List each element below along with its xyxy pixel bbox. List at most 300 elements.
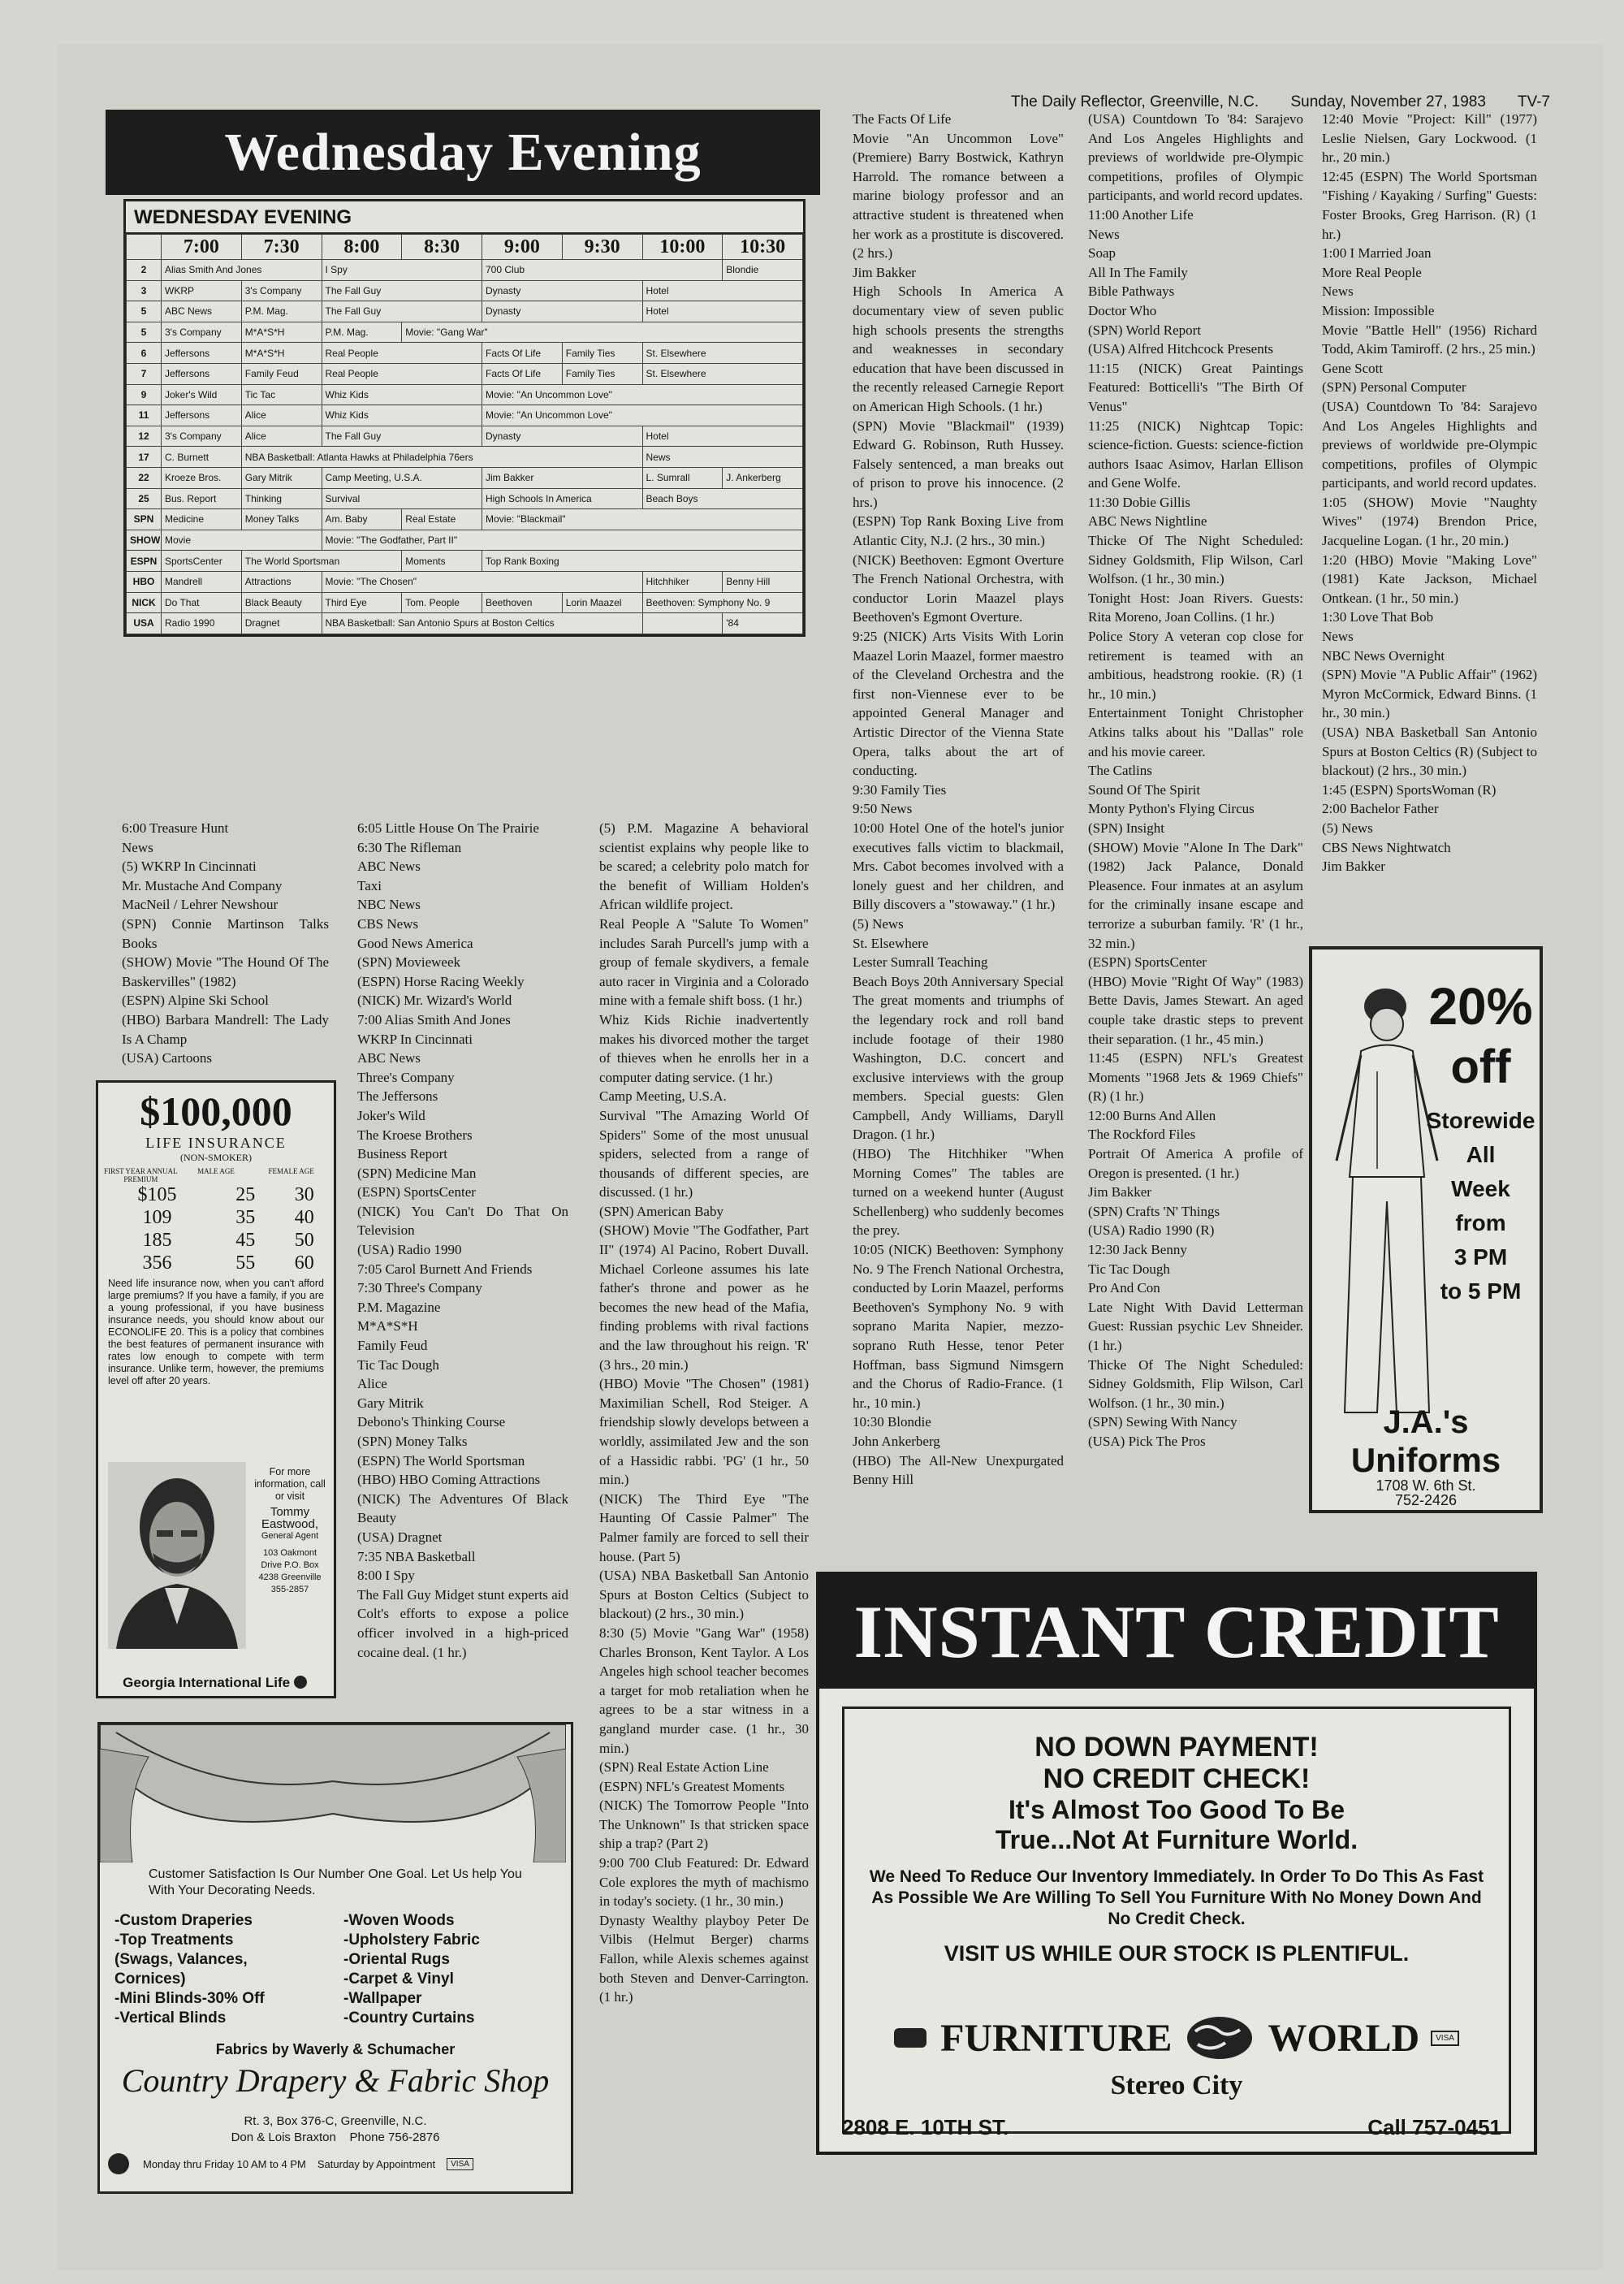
premium-cell: 55 (235, 1252, 256, 1274)
credit-card: VISA (1431, 2031, 1459, 2046)
channel-label: 22 (127, 467, 162, 488)
credit-line-2: NO CREDIT CHECK! (1043, 1763, 1311, 1794)
listing-entry: (NICK) Beethoven: Egmont Overture The French National Orchestra, with conductor Lorin Maazel plays Beethoven's Egmont Overture. (853, 552, 1064, 625)
listing-entry: Thicke Of The Night Scheduled: Sidney Goldsmith, Flip Wilson, Carl Wolfson. (1 hr., 30 min.) (1088, 1356, 1303, 1411)
listing-entry: (HBO) HBO Coming Attractions (357, 1472, 541, 1488)
program-cell: The World Sportsman (241, 551, 402, 572)
time-header: 8:30 (402, 235, 482, 260)
listing-entry: (HBO) Barbara Mandrell: The Lady Is A Champ (122, 1011, 329, 1047)
drapery-card: VISA (447, 2158, 473, 2170)
listing-entry: (SPN) Movieweek (357, 954, 461, 971)
program-cell: Jeffersons (162, 363, 242, 384)
channel-label: 2 (127, 260, 162, 281)
program-cell: The Fall Guy (322, 280, 482, 301)
listings-column-4 (853, 110, 1064, 1490)
program-cell: Tom. People (402, 592, 482, 613)
listing-entry: 11:00 Another Life (1088, 206, 1194, 223)
agent-address: 103 Oakmont Drive P.O. Box 4238 Greenville 355-2857 (258, 1548, 322, 1594)
premium-cell: 25 (235, 1184, 256, 1205)
program-cell: L. Sumrall (642, 467, 723, 488)
listing-entry: MacNeil / Lehrer Newshour (122, 897, 279, 913)
program-cell: Third Eye (322, 592, 402, 613)
program-cell (642, 613, 723, 634)
time-header: 7:30 (241, 235, 322, 260)
channel-label: 3 (127, 280, 162, 301)
instant-credit-ad (816, 1572, 1537, 2155)
program-cell: Dynasty (482, 280, 643, 301)
time-header: 10:00 (642, 235, 723, 260)
grid-row (127, 571, 803, 592)
listing-entry: (USA) Pick The Pros (1088, 1433, 1206, 1449)
program-cell: Hotel (642, 301, 803, 322)
program-cell: Movie: "The Chosen" (322, 571, 642, 592)
channel-label: 5 (127, 322, 162, 343)
listing-entry: 12:00 Burns And Allen (1088, 1107, 1216, 1123)
listing-entry: 6:30 The Rifleman (357, 839, 462, 855)
credit-line-3: It's Almost Too Good To Be (1008, 1795, 1345, 1824)
channel-label: 5 (127, 301, 162, 322)
listing-entry: 9:30 Family Ties (853, 781, 947, 798)
credit-visit: VISIT US WHILE OUR STOCK IS PLENTIFUL. (944, 1941, 1410, 1966)
program-cell: ABC News (162, 301, 242, 322)
listing-entry: WKRP In Cincinnati (357, 1031, 473, 1047)
grid-row (127, 530, 803, 551)
listing-entry: (5) News (1322, 820, 1373, 836)
agent-portrait-icon (108, 1462, 246, 1649)
listing-entry: The Kroese Brothers (357, 1127, 473, 1143)
company-logo-icon (294, 1676, 307, 1689)
drapery-phone: Phone 756-2876 (349, 2130, 440, 2144)
program-cell: J. Ankerberg (723, 467, 803, 488)
program-cell: Family Ties (562, 363, 642, 384)
program-cell: Facts Of Life (482, 363, 563, 384)
program-cell: I Spy (322, 260, 482, 281)
grid-row (127, 280, 803, 301)
listing-entry: 10:05 (NICK) Beethoven: Symphony No. 9 The French National Orchestra, conducted by Lorin Maazel, performs Beethoven's Symphony No. 9 with soprano Marita Napier, mezzo-soprano Ruth Hesse, tenor Peter Hoffman, bass Sigmund Nimsgern and the Chorus of Radio-France. (1 hr., 10 min.) (853, 1242, 1064, 1411)
channel-label: ESPN (127, 551, 162, 572)
listing-entry: (ESPN) SportsCenter (1088, 954, 1207, 971)
channel-label: 6 (127, 343, 162, 364)
program-cell: Am. Baby (322, 509, 402, 530)
listing-entry: (SHOW) Movie "Alone In The Dark" (1982) Jack Palance, Donald Pleasence. Four inmates at an asylum for the criminally insane escape and terrorize a suburban family. 'R' (1 hr., 32 min.) (1088, 839, 1303, 951)
channel-label: 25 (127, 488, 162, 509)
listing-entry: Good News America (357, 935, 473, 951)
program-cell: Money Talks (241, 509, 322, 530)
listing-entry: Dynasty Wealthy playboy Peter De Vilbis (Helmut Berger) charms Fallon, while Alexis schemes against both Steven and Denver-Carrington. (1 hr.) (599, 1912, 809, 2005)
listing-entry: (USA) Dragnet (357, 1529, 443, 1545)
service-item: -Top Treatments (114, 1931, 234, 1949)
listing-entry: 12:40 Movie "Project: Kill" (1977) Leslie Nielsen, Gary Lockwood. (1 hr., 20 min.) (1322, 111, 1537, 166)
time-header: 8:00 (322, 235, 402, 260)
listing-entry: (SPN) Real Estate Action Line (599, 1759, 769, 1776)
listing-entry: 11:45 (ESPN) NFL's Greatest Moments "1968 Jets & 1969 Chiefs" (R) (1 hr.) (1088, 1050, 1303, 1105)
program-cell: 3's Company (162, 322, 242, 343)
program-cell: P.M. Mag. (241, 301, 322, 322)
program-cell: Alice (241, 426, 322, 447)
program-cell: Survival (322, 488, 482, 509)
listing-entry: (SHOW) Movie "The Hound Of The Baskervilles" (1982) (122, 954, 329, 989)
program-cell: Movie: "An Uncommon Love" (482, 384, 803, 405)
uniforms-name-2: Uniforms (1350, 1441, 1501, 1479)
listing-entry: Tic Tac Dough (1088, 1261, 1170, 1277)
grid-row (127, 509, 803, 530)
insurance-body: Need life insurance now, when you can't afford large premiums? If you have a family, if you are a young professional, if you have business insurance needs, you should know about our ECONOLIFE 20. This is a policy that combines the best features of permanent insurance with rates low enough to compete with term insurance. Unlike term, however, the premiums level off after 20 years. (108, 1278, 324, 1386)
listing-entry: The Jeffersons (357, 1088, 438, 1105)
service-item: -Country Curtains (343, 2009, 475, 2027)
discount-details (1426, 1104, 1535, 1309)
service-item: -Vertical Blinds (114, 2009, 227, 2027)
grid-row (127, 488, 803, 509)
listing-entry: More Real People (1322, 264, 1422, 280)
page-number: TV-7 (1517, 93, 1550, 110)
channel-label: USA (127, 613, 162, 634)
program-cell: 700 Club (482, 260, 723, 281)
listing-entry: Thicke Of The Night Scheduled: Sidney Goldsmith, Flip Wilson, Carl Wolfson. (1 hr., 30 min.) (1088, 533, 1303, 587)
program-cell: Dynasty (482, 301, 643, 322)
drapery-owners: Don & Lois Braxton (231, 2130, 336, 2144)
brand-badge-icon (894, 2028, 926, 2048)
listing-entry: Debono's Thinking Course (357, 1414, 506, 1430)
listing-entry: 6:05 Little House On The Prairie (357, 820, 539, 836)
program-cell: Real People (322, 343, 482, 364)
discount-line: to 5 PM (1440, 1278, 1522, 1304)
program-cell: Hitchhiker (642, 571, 723, 592)
listing-entry: Bible Pathways (1088, 283, 1175, 300)
discount-line: 3 PM (1453, 1244, 1508, 1270)
listing-entry: News (1322, 283, 1354, 300)
service-item: (Swags, Valances, (114, 1951, 248, 1968)
program-cell: The Fall Guy (322, 301, 482, 322)
listing-entry: (SPN) Insight (1088, 820, 1164, 836)
program-cell: Benny Hill (723, 571, 803, 592)
channel-label: NICK (127, 592, 162, 613)
drapery-fabrics: Fabrics by Waverly & Schumacher (215, 2041, 456, 2057)
program-cell: Facts Of Life (482, 343, 563, 364)
program-cell: Blondie (723, 260, 803, 281)
listing-entry: M*A*S*H (357, 1318, 418, 1334)
program-cell: Joker's Wild (162, 384, 242, 405)
discount-line: All (1466, 1142, 1496, 1167)
listing-entry: (USA) Countdown To '84: Sarajevo And Los Angeles Highlights and previews of worldwide pre-Olympic competitions, profiles of Olympic participants, and world record updates. (1322, 398, 1537, 491)
listing-entry: News (1088, 226, 1120, 242)
listing-entry: (ESPN) The World Sportsman (357, 1452, 525, 1469)
listing-entry: (5) WKRP In Cincinnati (122, 859, 257, 875)
listing-entry: 11:25 (NICK) Nightcap Topic: science-fiction. Guests: science-fiction authors Isaac Asimov, Harlan Ellison and Gene Wolfe. (1088, 417, 1303, 491)
listing-entry: Lester Sumrall Teaching (853, 954, 988, 971)
listing-entry: 8:30 (5) Movie "Gang War" (1958) Charles Bronson, Kent Taylor. A Los Angeles high school teacher becomes a target for mob retaliation when he agrees to be a star witness in a gangland murder case. (1 hr., 30 min.) (599, 1624, 809, 1756)
listing-entry: (SPN) Personal Computer (1322, 379, 1466, 396)
schedule-grid (123, 199, 806, 637)
service-item: -Custom Draperies (114, 1912, 253, 1929)
listing-entry: 7:05 Carol Burnett And Friends (357, 1261, 533, 1277)
listing-entry: NBC News Overnight (1322, 647, 1445, 664)
discount-line: Storewide (1426, 1108, 1535, 1133)
channel-label: SHOW (127, 530, 162, 551)
grid-row (127, 551, 803, 572)
col-head-premium: FIRST YEAR ANNUAL PREMIUM (104, 1167, 178, 1183)
drapery-address: Rt. 3, Box 376-C, Greenville, N.C. (244, 2114, 427, 2128)
drapery-ad (97, 1722, 573, 2194)
listing-entry: CBS News (357, 915, 419, 932)
listing-entry: 11:30 Dobie Gillis (1088, 494, 1190, 510)
program-cell: Real People (322, 363, 482, 384)
uniforms-phone: 752-2426 (1394, 1492, 1458, 1508)
listings-column-6 (1322, 110, 1537, 876)
credit-body: We Need To Reduce Our Inventory Immediately. In Order To Do This As Fast As Possible We Are Willing To Sell You Furniture With No Money Down And No Credit Check. (869, 1867, 1484, 1928)
listing-entry: Joker's Wild (357, 1107, 425, 1123)
listing-entry: (ESPN) NFL's Greatest Moments (599, 1778, 785, 1794)
grid-row (127, 363, 803, 384)
listing-entry: News (122, 839, 153, 855)
listing-entry: Late Night With David Letterman Guest: Russian psychic Lev Shneider. (1 hr.) (1088, 1299, 1303, 1353)
grid-row (127, 322, 803, 343)
drapery-appt: Saturday by Appointment (317, 2157, 436, 2170)
premium-row (98, 1206, 334, 1229)
listing-entry: 7:00 Alias Smith And Jones (357, 1011, 511, 1027)
listing-entry: Police Story A veteran cop close for retirement is teamed with an ambitious, headstrong rookie. (R) (1 hr., 10 min.) (1088, 629, 1303, 702)
service-item: -Carpet & Vinyl (343, 1970, 454, 1988)
card-logo-icon (108, 2153, 129, 2174)
uniforms-ad (1309, 946, 1543, 1513)
premium-cell: 30 (294, 1184, 314, 1205)
program-cell: Hotel (642, 426, 803, 447)
listing-entry: (HBO) The Hitchhiker "When Morning Comes" The tables are turned on a weekend hunter (August Schellenberg) who suddenly becomes the prey. (853, 1146, 1064, 1239)
listing-entry: St. Elsewhere (853, 935, 929, 951)
listing-entry: (USA) Radio 1990 (357, 1242, 462, 1258)
service-item: -Upholstery Fabric (343, 1931, 480, 1949)
listing-entry: (NICK) Mr. Wizard's World (357, 993, 512, 1009)
program-cell: C. Burnett (162, 447, 242, 468)
listing-entry: 6:00 Treasure Hunt (122, 820, 229, 836)
discount-line: from (1455, 1210, 1506, 1235)
listing-entry: (ESPN) SportsCenter (357, 1184, 476, 1200)
channel-label: 9 (127, 384, 162, 405)
listing-entry: Movie "An Uncommon Love" (Premiere) Barry Bostwick, Kathryn Harrold. The romance between a marine biology professor and an attractive student is threatened when her work as a prostitute is discovered. (2 hrs.) (853, 130, 1064, 262)
program-cell: Alias Smith And Jones (162, 260, 322, 281)
program-cell: NBA Basketball: San Antonio Spurs at Boston Celtics (322, 613, 642, 634)
brand-sub: Stereo City (1110, 2070, 1243, 2100)
program-cell: Real Estate (402, 509, 482, 530)
listing-entry: 2:00 Bachelor Father (1322, 801, 1439, 817)
grid-row (127, 301, 803, 322)
listing-entry: (5) News (853, 915, 904, 932)
grid-row (127, 405, 803, 426)
listing-entry: (HBO) Movie "Right Of Way" (1983) Bette Davis, James Stewart. An aged couple take drastic steps to prevent their separation. (1 hr., 45 min.) (1088, 973, 1303, 1047)
col-head-female: FEMALE AGE (268, 1167, 314, 1175)
time-header: 10:30 (723, 235, 803, 260)
listing-entry: (USA) Cartoons (122, 1050, 212, 1066)
program-cell: Jim Bakker (482, 467, 643, 488)
insurance-ad (96, 1080, 336, 1698)
issue-date: Sunday, November 27, 1983 (1290, 93, 1486, 110)
program-cell: M*A*S*H (241, 322, 322, 343)
listing-entry: (SPN) Money Talks (357, 1434, 468, 1449)
service-item: -Oriental Rugs (343, 1951, 450, 1968)
listing-entry: Mr. Mustache And Company (122, 877, 283, 893)
drapery-shop-name: Country Drapery & Fabric Shop (121, 2062, 550, 2099)
listing-entry: Entertainment Tonight Christopher Atkins talks about his "Dallas" role and his movie career. (1088, 705, 1303, 759)
premium-cell: 185 (142, 1230, 172, 1251)
program-cell: Dynasty (482, 426, 643, 447)
listing-entry: Real People A "Salute To Women" includes Sarah Purcell's jump with a group of female skydivers, a female auto racer in Virginia and a Colorado mine with a female shift boss. (1 hr.) (599, 915, 809, 1009)
grid-row (127, 426, 803, 447)
premium-cell: 356 (142, 1252, 172, 1274)
program-cell: St. Elsewhere (642, 363, 803, 384)
program-cell: Whiz Kids (322, 384, 482, 405)
credit-line-4: True...Not At Furniture World. (995, 1825, 1358, 1854)
listing-entry: Soap (1088, 245, 1116, 262)
listing-entry: Beach Boys 20th Anniversary Special The great moments and triumphs of the legendary rock and roll band include footage of their 1980 Washington, D.C. concert and exclusive interviews with the group members. Special guests: Glen Campbell, Andy Williams, Daryll Dragon. (1 hr.) (853, 973, 1064, 1143)
paper-name: The Daily Reflector, Greenville, N.C. (1011, 93, 1259, 110)
premium-cell: $105 (137, 1184, 177, 1205)
listing-entry: Tic Tac Dough (357, 1356, 439, 1373)
program-cell: Movie (162, 530, 322, 551)
listing-entry: CBS News Nightwatch (1322, 839, 1451, 855)
agent-name: Tommy Eastwood, (261, 1505, 319, 1531)
program-cell: 3's Company (162, 426, 242, 447)
premium-table (98, 1183, 334, 1274)
listing-entry: Tonight Host: Joan Rivers. Guests: Rita Moreno, Joan Collins. (1 hr.) (1088, 590, 1303, 625)
col-head-male: MALE AGE (197, 1167, 235, 1175)
premium-row (98, 1229, 334, 1252)
listing-entry: ABC News (357, 1050, 421, 1066)
program-cell: Do That (162, 592, 242, 613)
premium-cell: 35 (235, 1207, 256, 1228)
listing-entry: (SPN) American Baby (599, 1203, 723, 1219)
program-cell: Lorin Maazel (562, 592, 642, 613)
program-cell: P.M. Mag. (322, 322, 402, 343)
program-cell: 3's Company (241, 280, 322, 301)
listing-entry: (SPN) Crafts 'N' Things (1088, 1203, 1220, 1219)
brand-furniture: FURNITURE (940, 2016, 1173, 2060)
brand-world: WORLD (1268, 2016, 1420, 2060)
listing-entry: The Rockford Files (1088, 1127, 1196, 1143)
listing-entry: (SPN) Sewing With Nancy (1088, 1414, 1237, 1430)
program-cell: Family Feud (241, 363, 322, 384)
program-cell: Beethoven (482, 592, 563, 613)
channel-label: 11 (127, 405, 162, 426)
listings-column-5 (1088, 110, 1303, 1451)
service-item: -Wallpaper (343, 1990, 422, 2007)
listing-entry: 9:50 News (853, 801, 913, 817)
discount-line: Week (1451, 1176, 1510, 1201)
program-cell: Medicine (162, 509, 242, 530)
credit-headline: INSTANT CREDIT (819, 1575, 1534, 1689)
program-cell: Dragnet (241, 613, 322, 634)
grid-title: WEDNESDAY EVENING (126, 201, 803, 234)
channel-label: HBO (127, 571, 162, 592)
listing-entry: (SHOW) Movie "The Godfather, Part II" (1974) Al Pacino, Robert Duvall. Michael Corleone assumes his late father's throne and power as he becomes the new head of the Mafia, finding problems with rival factions and the law throughout his reign. 'R' (3 hrs., 20 min.) (599, 1222, 809, 1373)
listing-entry: (NICK) The Third Eye "The Haunting Of Cassie Palmer" The Palmer family are forced to sell their house. (Part 5) (599, 1490, 809, 1564)
program-cell: Beethoven: Symphony No. 9 (642, 592, 803, 613)
program-cell: Camp Meeting, U.S.A. (322, 467, 482, 488)
premium-row (98, 1252, 334, 1274)
program-cell: Movie: "The Godfather, Part II" (322, 530, 803, 551)
listing-entry: (SPN) Movie "Blackmail" (1939) Edward G. Robinson, Ruth Hussey. Falsely sentenced, a man breaks out of prison to prove his innocence. (2 hrs.) (853, 417, 1064, 510)
program-cell: Movie: "An Uncommon Love" (482, 405, 803, 426)
agent-photo (108, 1462, 246, 1649)
listing-entry: Monty Python's Flying Circus (1088, 801, 1255, 817)
grid-row (127, 613, 803, 634)
program-cell: Black Beauty (241, 592, 322, 613)
listings-column-3 (599, 819, 809, 2007)
program-cell: Movie: "Gang War" (402, 322, 803, 343)
program-cell: NBA Basketball: Atlanta Hawks at Philadelphia 76ers (241, 447, 642, 468)
channel-label: 12 (127, 426, 162, 447)
discount-off: off (1450, 1040, 1511, 1093)
insurance-sub2: (NON-SMOKER) (180, 1152, 252, 1163)
program-cell: Kroeze Bros. (162, 467, 242, 488)
credit-address: 2808 E. 10TH ST. (842, 2115, 1009, 2139)
drapery-swag-icon (100, 1724, 566, 1862)
listing-entry: The Fall Guy Midget stunt experts aid Colt's efforts to expose a police officer involved in a high-priced cocaine deal. (1 hr.) (357, 1586, 568, 1660)
grid-row (127, 384, 803, 405)
grid-corner (127, 235, 162, 260)
discount-percent: 20% (1428, 977, 1533, 1036)
service-item: -Woven Woods (343, 1912, 455, 1929)
listing-entry: Alice (357, 1376, 387, 1392)
listing-entry: (ESPN) Alpine Ski School (122, 993, 269, 1009)
program-cell: Attractions (241, 571, 322, 592)
program-cell: Alice (241, 405, 322, 426)
listing-entry: 10:00 Hotel One of the hotel's junior executives falls victim to blackmail, Mrs. Cabot becomes involved with a lonely guest and her children, and Billy discovers a "stowaway." (1 hr.) (853, 820, 1064, 913)
globe-icon (1183, 2014, 1256, 2062)
listing-entry: Portrait Of America A profile of Oregon is presented. (1 hr.) (1088, 1146, 1303, 1181)
listing-entry: NBC News (357, 897, 421, 913)
service-list-right (343, 1911, 555, 2028)
drapery-hours: Monday thru Friday 10 AM to 4 PM (143, 2157, 306, 2170)
listing-entry: Sound Of The Spirit (1088, 781, 1201, 798)
grid-row (127, 447, 803, 468)
listing-entry: (USA) NBA Basketball San Antonio Spurs at Boston Celtics (Subject to blackout) (2 hrs., 30 min.) (599, 1568, 809, 1622)
listing-entry: 10:30 Blondie (853, 1414, 931, 1430)
company-name: Georgia International Life (123, 1675, 291, 1690)
listing-entry: Family Feud (357, 1338, 428, 1354)
premium-cell: 60 (294, 1252, 314, 1274)
program-cell: High Schools In America (482, 488, 643, 509)
program-cell: Top Rank Boxing (482, 551, 803, 572)
listing-entry: (NICK) You Can't Do That On Television (357, 1203, 568, 1239)
listing-entry: John Ankerberg (853, 1433, 940, 1449)
program-cell: Bus. Report (162, 488, 242, 509)
premium-row (98, 1183, 334, 1206)
agent-title: General Agent (261, 1531, 319, 1541)
program-cell: Gary Mitrik (241, 467, 322, 488)
listing-entry: (USA) NBA Basketball San Antonio Spurs at Boston Celtics (R) (Subject to blackout) (2 hrs., 30 min.) (1322, 725, 1537, 779)
listing-entry: 9:00 700 Club Featured: Dr. Edward Cole explores the myth of machismo in today's society. (1 hr., 30 min.) (599, 1855, 809, 1910)
listing-entry: (NICK) The Adventures Of Black Beauty (357, 1490, 568, 1526)
listing-entry: (5) P.M. Magazine A behavioral scientist explains why people like to be scared; a celebrity polo match for the benefit of William Holden's African wildlife project. (599, 820, 809, 913)
listing-entry: (USA) Countdown To '84: Sarajevo And Los Angeles Highlights and previews of worldwide pre-Olympic competitions, profiles of Olympic participants, and world record updates. (1088, 111, 1303, 204)
listing-entry: (SPN) Connie Martinson Talks Books (122, 915, 329, 951)
listing-entry: (HBO) The All-New Unexpurgated Benny Hill (853, 1452, 1064, 1488)
listing-entry: 11:15 (NICK) Great Paintings Featured: Botticelli's "The Birth Of Venus" (1088, 360, 1303, 414)
listing-entry: Jim Bakker (1088, 1184, 1151, 1200)
program-cell: SportsCenter (162, 551, 242, 572)
listing-entry: 7:30 Three's Company (357, 1280, 482, 1296)
listing-entry: Three's Company (357, 1069, 455, 1085)
listing-entry: The Catlins (1088, 763, 1152, 779)
listing-entry: (SPN) Movie "A Public Affair" (1962) Myron McCormick, Edward Binns. (1 hr., 30 min.) (1322, 667, 1537, 721)
listing-entry: (USA) Alfred Hitchcock Presents (1088, 341, 1274, 357)
listing-entry: 1:05 (SHOW) Movie "Naughty Wives" (1974) Brendon Price, Jacqueline Logan. (1 hr., 20 min.) (1322, 494, 1537, 549)
listing-entry: Business Report (357, 1146, 447, 1162)
listing-entry: 12:30 Jack Benny (1088, 1242, 1187, 1258)
premium-cell: 40 (294, 1207, 314, 1228)
listing-entry: News (1322, 629, 1354, 645)
listing-entry: 9:25 (NICK) Arts Visits With Lorin Maazel Lorin Maazel, former maestro of the Cleveland Orchestra and the first non-Viennese ever to be appointed General Manager and Artistic Director of the Vienna State Opera, talks about the art of conducting. (853, 629, 1064, 779)
listing-entry: (USA) Radio 1990 (R) (1088, 1222, 1215, 1239)
